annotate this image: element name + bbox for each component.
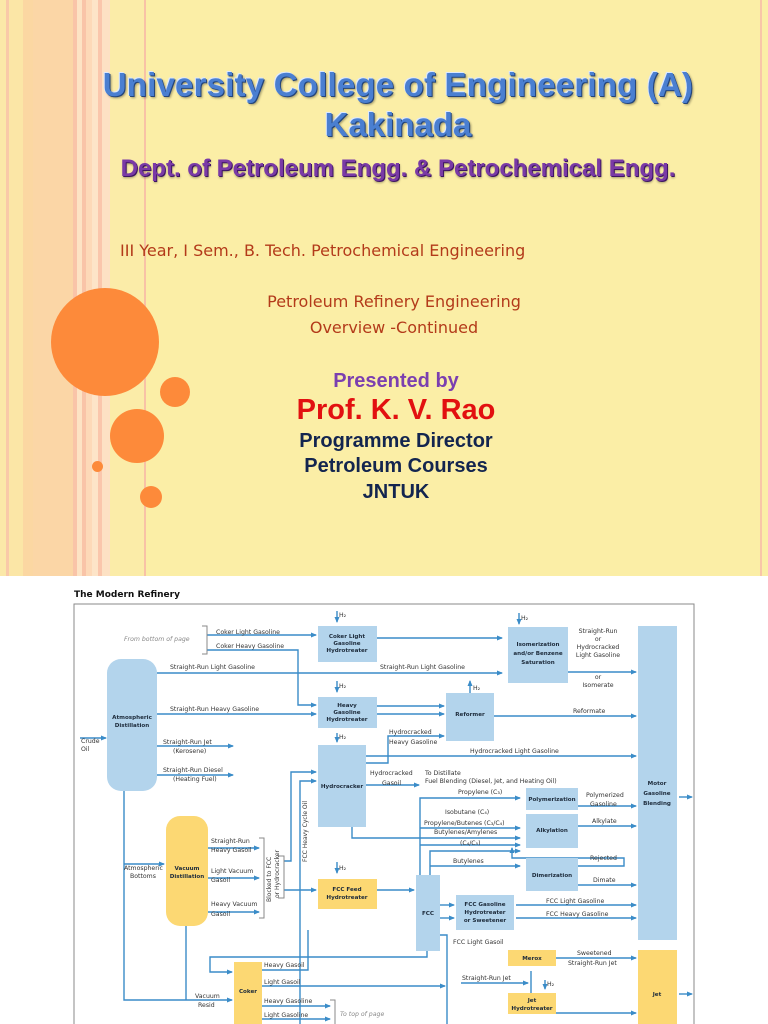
svg-text:Coker Light Gasoline: Coker Light Gasoline [216, 629, 280, 636]
institution-title: University College of Engineering (A) [102, 66, 694, 103]
svg-text:Motor: Motor [647, 781, 667, 787]
svg-text:H₂: H₂ [339, 612, 347, 619]
svg-text:Light Gasoline: Light Gasoline [264, 1012, 309, 1019]
svg-text:H₂: H₂ [547, 981, 555, 988]
svg-text:FCC Heavy Cycle Oil: FCC Heavy Cycle Oil [302, 801, 309, 862]
svg-text:Heavy Gasoil: Heavy Gasoil [264, 962, 305, 969]
svg-text:Straight-Run: Straight-Run [578, 628, 618, 635]
svg-text:FCC Feed: FCC Feed [332, 887, 362, 893]
presenter-name: Prof. K. V. Rao [296, 394, 496, 426]
svg-text:Heavy Gasoil: Heavy Gasoil [211, 847, 252, 854]
svg-text:Isomerate: Isomerate [582, 682, 614, 689]
course-line: III Year, I Sem., B. Tech. Petrochemical Engineering [120, 241, 526, 260]
svg-text:To top of page: To top of page [340, 1011, 385, 1018]
svg-text:Butylenes: Butylenes [453, 858, 484, 865]
svg-text:H₂: H₂ [473, 685, 481, 692]
svg-text:Coker Light: Coker Light [328, 634, 366, 640]
svg-text:Gasoline: Gasoline [333, 710, 361, 716]
svg-text:Hydrotreater: Hydrotreater [464, 910, 506, 916]
svg-text:Gasoline: Gasoline [643, 791, 671, 797]
svg-text:Blending: Blending [643, 801, 671, 807]
svg-text:Jet: Jet [527, 998, 537, 1004]
rotated-labels [266, 801, 309, 902]
svg-text:To Distillate: To Distillate [425, 770, 461, 777]
svg-text:Hydrotreater: Hydrotreater [326, 895, 368, 901]
svg-text:Rejected: Rejected [590, 855, 617, 862]
svg-text:Straight-Run Jet: Straight-Run Jet [163, 739, 212, 746]
svg-text:Isomerization: Isomerization [516, 642, 560, 648]
svg-text:Straight-Run Heavy Gasoline: Straight-Run Heavy Gasoline [170, 706, 260, 713]
diagram-title: The Modern Refinery [74, 590, 180, 600]
svg-text:From bottom of page: From bottom of page [124, 636, 190, 643]
svg-text:FCC Light Gasoil: FCC Light Gasoil [453, 939, 504, 946]
svg-text:Alkylate: Alkylate [592, 818, 617, 825]
refinery-diagram-page [0, 576, 768, 1024]
svg-text:Fuel Blending (Diesel, Jet, an: Fuel Blending (Diesel, Jet, and Heating Oil) [425, 778, 557, 785]
svg-text:Propylene (C₃): Propylene (C₃) [458, 789, 503, 796]
unit-fcc-feed-hydrotreater [318, 879, 377, 909]
refinery-flow-diagram [0, 576, 768, 1024]
svg-text:H₂: H₂ [339, 734, 347, 741]
svg-text:Atmospheric: Atmospheric [124, 865, 163, 872]
svg-text:Gasoline: Gasoline [590, 801, 617, 808]
subject-line: Petroleum Refinery Engineering [267, 292, 521, 311]
svg-text:Dimate: Dimate [593, 877, 616, 884]
svg-text:Hydrocracker: Hydrocracker [320, 784, 364, 790]
svg-text:Light Vacuum: Light Vacuum [211, 868, 254, 875]
svg-text:Heavy Vacuum: Heavy Vacuum [211, 901, 258, 908]
svg-text:Gasoline: Gasoline [333, 641, 361, 647]
svg-text:Atmospheric: Atmospheric [112, 715, 152, 721]
svg-text:Hydrocracked: Hydrocracked [370, 770, 413, 777]
svg-text:Straight-Run: Straight-Run [211, 838, 250, 845]
svg-text:Heavy: Heavy [337, 703, 357, 709]
svg-text:(Heating Fuel): (Heating Fuel) [173, 776, 217, 783]
svg-text:FCC Gasoline: FCC Gasoline [464, 902, 506, 908]
svg-text:Straight-Run Jet: Straight-Run Jet [568, 960, 617, 967]
svg-text:Hydrotreater: Hydrotreater [326, 717, 368, 723]
svg-text:Hydrocracked: Hydrocracked [576, 644, 620, 651]
svg-text:Straight-Run Diesel: Straight-Run Diesel [163, 767, 223, 774]
svg-text:Hydrotreater: Hydrotreater [326, 648, 368, 654]
svg-text:or Sweetener: or Sweetener [463, 918, 507, 924]
svg-text:Distillation: Distillation [114, 723, 150, 729]
svg-text:Jet: Jet [652, 992, 662, 998]
svg-text:Straight-Run Light Gasoline: Straight-Run Light Gasoline [380, 664, 465, 671]
svg-text:Reformate: Reformate [573, 708, 606, 715]
svg-text:(C₄/C₅): (C₄/C₅) [460, 840, 481, 847]
institution-city: Kakinada [324, 106, 472, 143]
svg-text:Vacuum: Vacuum [195, 993, 220, 1000]
svg-text:Vacuum: Vacuum [174, 866, 200, 872]
svg-text:Coker Heavy Gasoline: Coker Heavy Gasoline [216, 643, 285, 650]
svg-text:Bottoms: Bottoms [130, 873, 156, 880]
svg-text:Sweetened: Sweetened [577, 950, 612, 957]
svg-text:Dimerization: Dimerization [531, 873, 573, 879]
svg-text:Gasoil: Gasoil [211, 911, 231, 918]
svg-text:Blocked to FCC: Blocked to FCC [266, 856, 273, 902]
svg-text:Light Gasoline: Light Gasoline [575, 652, 621, 659]
presenter-department: Petroleum Courses [304, 455, 488, 477]
svg-text:FCC: FCC [421, 911, 435, 917]
department-title: Dept. of Petroleum Engg. & Petrochemical Engg. [120, 155, 676, 182]
svg-text:Propylene/Butenes (C₃/C₄): Propylene/Butenes (C₃/C₄) [424, 820, 505, 827]
svg-text:Resid: Resid [198, 1002, 215, 1009]
svg-text:Isobutane (C₄): Isobutane (C₄) [445, 809, 490, 816]
unit-jet [638, 950, 677, 1024]
svg-text:FCC Light Gasoline: FCC Light Gasoline [546, 898, 605, 905]
svg-text:Light Gasoil: Light Gasoil [264, 979, 301, 986]
svg-text:H₂: H₂ [521, 615, 529, 622]
svg-text:Hydrocracked: Hydrocracked [389, 729, 432, 736]
presented-by-label: Presented by [333, 370, 459, 392]
svg-text:Heavy Gasoline: Heavy Gasoline [389, 739, 438, 746]
svg-text:and/or Benzene: and/or Benzene [513, 651, 563, 657]
presenter-organization: JNTUK [362, 481, 430, 503]
svg-text:Oil: Oil [81, 746, 90, 753]
svg-text:or: or [594, 674, 602, 681]
svg-text:Saturation: Saturation [521, 660, 555, 666]
svg-text:Polymerization: Polymerization [528, 797, 576, 803]
svg-text:FCC Heavy Gasoline: FCC Heavy Gasoline [546, 911, 609, 918]
svg-text:Hydrotreater: Hydrotreater [511, 1006, 553, 1012]
svg-text:Heavy Gasoline: Heavy Gasoline [264, 998, 313, 1005]
svg-text:Butylenes/Amylenes: Butylenes/Amylenes [434, 829, 498, 836]
presenter-role: Programme Director [299, 430, 493, 452]
svg-text:or Hydrocracker: or Hydrocracker [274, 849, 281, 898]
subject-subtitle: Overview -Continued [309, 318, 479, 337]
svg-text:Straight-Run Light Gasoline: Straight-Run Light Gasoline [170, 664, 255, 671]
svg-text:H₂: H₂ [339, 865, 347, 872]
svg-text:Alkylation: Alkylation [536, 828, 568, 834]
svg-text:Gasoil: Gasoil [382, 780, 402, 787]
svg-text:or: or [594, 636, 602, 643]
svg-text:(Kerosene): (Kerosene) [173, 748, 207, 755]
svg-text:Gasoil: Gasoil [211, 877, 231, 884]
svg-text:Merox: Merox [522, 956, 542, 962]
svg-text:Coker: Coker [238, 989, 258, 995]
svg-text:Polymerized: Polymerized [586, 792, 624, 799]
svg-text:Hydrocracked Light Gasoline: Hydrocracked Light Gasoline [470, 748, 559, 755]
svg-text:Crude: Crude [81, 738, 100, 745]
svg-text:H₂: H₂ [339, 683, 347, 690]
svg-text:Straight-Run Jet: Straight-Run Jet [462, 975, 511, 982]
svg-text:Distillation: Distillation [169, 874, 205, 880]
svg-text:Reformer: Reformer [455, 712, 485, 718]
